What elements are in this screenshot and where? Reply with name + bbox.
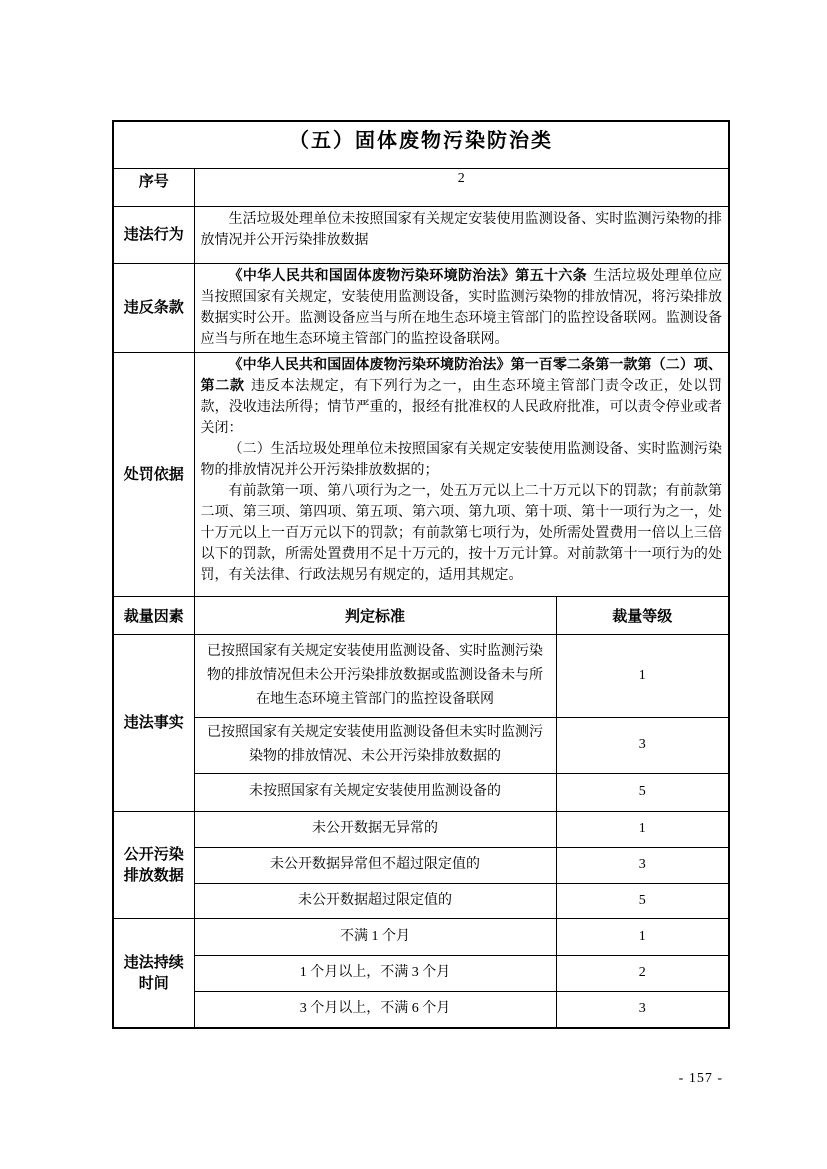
basis-paragraph-2: （二）生活垃圾处理单位未按照国家有关规定安装使用监测设备、实时监测污染物的排放情况并公开污染排放数据的； [200,441,723,478]
behavior-row [113,206,729,263]
clause-body: 生活垃圾处理单位应当按照国家有关规定，安装使用监测设备，实时监测污染物的排放情况，将污染排放数据实时公开。监测设备应当与所在地生态环境主管部门的监控设备联网。监测设备应当与所在地生态环境主管部门的监控设备联网。 [200,268,723,347]
regulation-table [112,120,730,1029]
title-row [113,121,729,168]
behavior-text: 生活垃圾处理单位未按照国家有关规定安装使用监测设备、实时监测污染物的排放情况并公开污染排放数据 [200,211,723,248]
standard-cell: 未公开数据无异常的 [194,811,556,847]
standard-cell: 3 个月以上，不满 6 个月 [194,991,556,1028]
factor-public-emission-data: 公开污染排放数据 [113,811,194,918]
standard-cell: 未公开数据超过限定值的 [194,883,556,918]
clause-label: 违反条款 [113,263,194,352]
factor-violation-duration: 违法持续时间 [113,918,194,1028]
header-level: 裁量等级 [556,596,729,634]
level-cell: 2 [556,955,729,991]
factor-illegal-facts: 违法事实 [113,634,194,811]
serial-label: 序号 [113,168,194,206]
table-row [113,717,729,773]
page-number: - 157 - [678,1071,723,1086]
serial-row [113,168,729,206]
discretion-header-row [113,596,729,634]
serial-value: 2 [194,168,729,206]
header-standard: 判定标准 [194,596,556,634]
standard-cell: 1 个月以上，不满 3 个月 [194,955,556,991]
table-row [113,847,729,883]
table-row [113,883,729,918]
clause-cell [194,263,729,352]
level-cell: 3 [556,847,729,883]
page-title: （五）固体废物污染防治类 [113,121,729,168]
clause-lead: 《中华人民共和国固体废物污染环境防治法》第五十六条 [228,268,588,284]
level-cell: 3 [556,991,729,1028]
basis-row [113,352,729,596]
table-row [113,811,729,847]
header-factor: 裁量因素 [113,596,194,634]
basis-paragraph-3: 有前款第一项、第八项行为之一，处五万元以上二十万元以下的罚款；有前款第二项、第三项、第四项、第五项、第六项、第九项、第十项、第十一项行为之一，处十万元以上一百万元以下的罚款；有前款第七项行为，处所需处置费用一倍以上三倍以下的罚款，所需处置费用不足十万元的，按十万元计算。对前款第十一项行为的处罚，有关法律、行政法规另有规定的，适用其规定。 [200,483,723,583]
basis-body-1: 违反本法规定，有下列行为之一，由生态环境主管部门责令改正，处以罚款，没收违法所得；情节严重的，报经有批准权的人民政府批准，可以责令停业或者关闭： [200,378,723,436]
behavior-cell [194,206,729,263]
table-row [113,991,729,1028]
level-cell: 5 [556,773,729,811]
behavior-label: 违法行为 [113,206,194,263]
table-row [113,955,729,991]
level-cell: 1 [556,918,729,955]
clause-text [201,266,723,350]
basis-label: 处罚依据 [113,352,194,596]
standard-cell: 未公开数据异常但不超过限定值的 [194,847,556,883]
standard-cell: 已按照国家有关规定安装使用监测设备、实时监测污染物的排放情况但未公开污染排放数据或监测设备未与所在地生态环境主管部门的监控设备联网 [194,634,556,717]
table-row [113,773,729,811]
level-cell: 1 [556,811,729,847]
level-cell: 1 [556,634,729,717]
table-row [113,634,729,717]
standard-cell: 不满 1 个月 [194,918,556,955]
level-cell: 3 [556,717,729,773]
basis-lead: 《中华人民共和国固体废物污染环境防治法》第一百零二条第一款第（二）项、第二款 [200,357,723,394]
standard-cell: 已按照国家有关规定安装使用监测设备但未实时监测污染物的排放情况、未公开污染排放数据的 [194,717,556,773]
basis-cell [194,352,729,596]
standard-cell: 未按照国家有关规定安装使用监测设备的 [194,773,556,811]
level-cell: 5 [556,883,729,918]
basis-paragraph-1 [201,355,723,439]
clause-row [113,263,729,352]
table-row [113,918,729,955]
